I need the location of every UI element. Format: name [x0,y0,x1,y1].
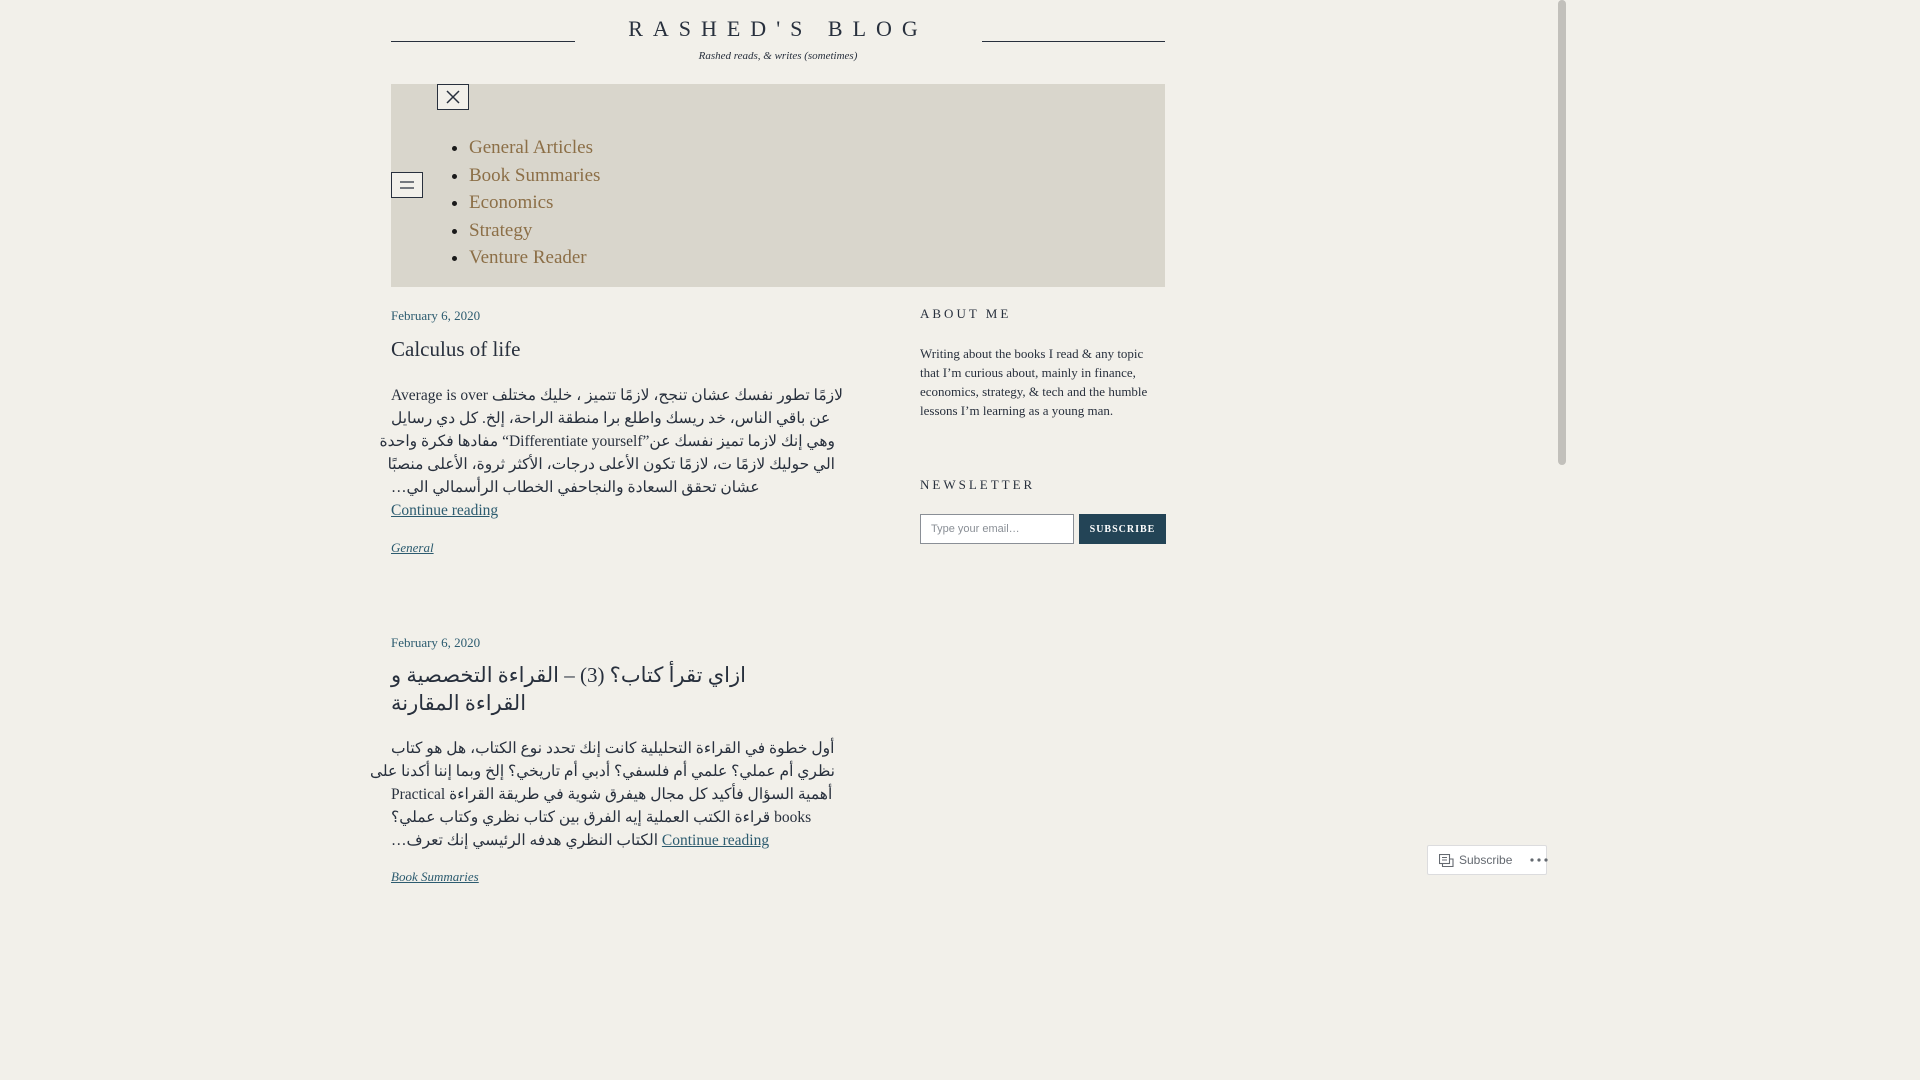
hamburger-menu-icon [399,180,415,190]
post-title-line[interactable]: القراءة المقارنة [391,691,527,715]
scrollbar-thumb[interactable] [1558,0,1566,465]
post-excerpt [379,384,843,522]
menu-item [469,189,600,217]
page-scrollbar[interactable] [1556,0,1568,882]
more-options-button[interactable] [1530,858,1548,862]
excerpt-line: نظري أم عملي؟ علمي أم فلسفي؟ أدبي أم تاريخي؟ إلخ وبما إننا أكدنا على [369,763,835,780]
post-title[interactable]: Calculus of life [391,337,521,361]
about-widget [920,306,1166,420]
post-card [369,635,835,886]
post-title-line[interactable]: ازاي تقرأ كتاب؟ (3) – القراءة التخصصية و [391,663,746,687]
excerpt-line: Average is over لازمًا تطور نفسك عشان تنجح، لازمًا تتميز ، خليك مختلف [391,387,843,404]
navigation-panel [391,84,1165,287]
excerpt-line: الكتاب النظري هدفه الرئيسي إنك تعرف… [391,832,659,849]
close-icon [446,90,460,104]
excerpt-line: books قراءة الكتب العملية إيه الفرق بين كتاب نظري وكتاب عملي؟ [391,809,812,826]
excerpt-line: الي حوليك لازمًا ت، لازمًا تكون الأعلى درجات، الأكثر ثروة، الأعلى منصبًا [387,456,835,473]
category-link[interactable]: General [391,540,434,555]
open-menu-button[interactable] [391,172,423,198]
category-link[interactable]: Book Summaries [391,869,479,884]
about-title: ABOUT ME [920,306,1012,321]
newsletter-title: NEWSLETTER [920,477,1036,492]
excerpt-line: أول خطوة في القراءة التحليلية كانت إنك تحدد نوع الكتاب، هل هو كتاب [391,740,835,757]
excerpt-line: عن باقي الناس، خد ريسك واطلع برا منطقة الراحة، إلخ. كل دي رسايل [391,410,831,427]
site-tagline: Rashed reads, & writes (sometimes) [698,50,858,62]
post-meta [391,539,835,557]
primary-menu [455,134,600,272]
post-card [379,308,843,557]
excerpt-line: أهمية السؤال فأكيد كل مجال هيفرق شوية في طريقة القراءة Practical [391,786,833,803]
post-meta [391,868,835,886]
menu-link-book-summaries[interactable]: Book Summaries [469,164,601,186]
menu-item [469,244,600,272]
excerpt-last-line [391,829,835,852]
about-text: Writing about the books I read & any topic that I’m curious about, mainly in finance, economics, strategy, & tech and the humble lessons I’m learning as a young man. [920,346,1148,418]
post-date[interactable]: February 6, 2020 [391,308,481,323]
post-excerpt [369,737,835,852]
menu-link-general-articles[interactable]: General Articles [469,137,593,158]
menu-item [469,162,600,190]
floating-subscribe-label: Subscribe [1459,853,1513,867]
email-input[interactable] [920,514,1074,544]
site-title[interactable]: RASHED'S BLOG [628,16,928,41]
site-header [391,0,1165,84]
reader-icon [1439,854,1454,867]
close-menu-button[interactable] [437,84,469,110]
post-date[interactable]: February 6, 2020 [391,635,481,650]
newsletter-widget [920,477,1166,493]
floating-subscribe-button[interactable] [1439,853,1512,867]
post-title[interactable] [391,661,835,717]
menu-item [469,217,600,245]
menu-link-venture-reader[interactable]: Venture Reader [469,247,587,268]
subscribe-button[interactable]: SUBSCRIBE [1079,514,1166,544]
menu-item [469,134,600,162]
more-icon [1530,858,1548,862]
floating-subscribe-bar [1427,845,1547,875]
excerpt-line: وهي إنك لازما تميز نفسك عن”Differentiate yourself“ مفادها فكرة واحدة [379,433,835,450]
menu-link-economics[interactable]: Economics [469,192,554,213]
continue-reading-link[interactable]: Continue reading [661,832,770,849]
menu-link-strategy[interactable]: Strategy [469,219,533,241]
excerpt-line: عشان تحقق السعادة والنجاحفي الخطاب الرأسمالي الي… [391,479,760,496]
continue-reading-link[interactable]: Continue reading [391,502,499,519]
